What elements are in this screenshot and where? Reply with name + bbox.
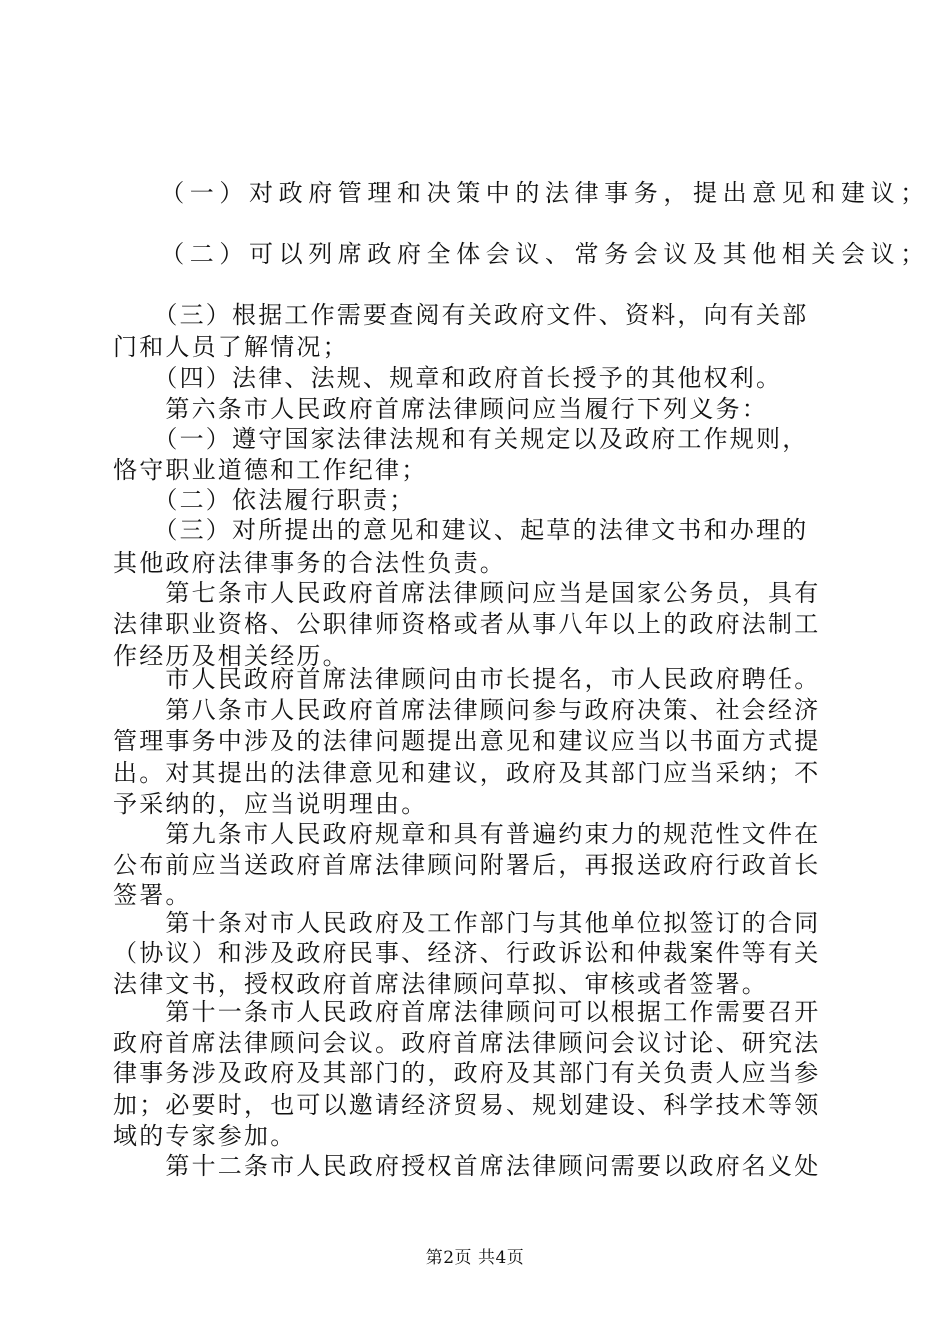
paragraph-line: 政府首席法律顾问会议。政府首席法律顾问会议讨论、研究法 [113, 1029, 821, 1057]
paragraph-line: （一）遵守国家法律法规和有关规定以及政府工作规则， [113, 425, 809, 453]
paragraph-line: 第十二条市人民政府授权首席法律顾问需要以政府名义处 [113, 1152, 821, 1180]
paragraph-line: 管理事务中涉及的法律问题提出意见和建议应当以书面方式提 [113, 727, 821, 755]
paragraph-line: 法律职业资格、公职律师资格或者从事八年以上的政府法制工 [113, 610, 821, 638]
paragraph-line: 律事务涉及政府及其部门的，政府及其部门有关负责人应当参 [113, 1059, 821, 1087]
paragraph-line: 第八条市人民政府首席法律顾问参与政府决策、社会经济 [113, 696, 821, 724]
paragraph-line: 第七条市人民政府首席法律顾问应当是国家公务员，具有 [113, 579, 821, 607]
paragraph-line: 市人民政府首席法律顾问由市长提名，市人民政府聘任。 [113, 665, 821, 693]
page-number-footer: 第2页 共4页 [425, 1248, 525, 1268]
paragraph-line: （二）可以列席政府全体会议、常务会议及其他相关会议； [113, 240, 930, 268]
paragraph-line: 法律文书，授权政府首席法律顾问草拟、审核或者签署。 [113, 970, 768, 998]
paragraph-line: 其他政府法律事务的合法性负责。 [113, 549, 506, 577]
paragraph-line: 域的专家参加。 [113, 1122, 297, 1150]
paragraph-line: 恪守职业道德和工作纪律； [113, 456, 428, 484]
paragraph-line: 第十条对市人民政府及工作部门与其他单位拟签订的合同 [113, 909, 821, 937]
paragraph-line: 公布前应当送政府首席法律顾问附署后，再报送政府行政首长 [113, 851, 821, 879]
paragraph-line: （三）对所提出的意见和建议、起草的法律文书和办理的 [113, 516, 809, 544]
paragraph-line: 签署。 [113, 881, 192, 909]
paragraph-line: （协议）和涉及政府民事、经济、行政诉讼和仲裁案件等有关 [113, 939, 821, 967]
paragraph-line: 第十一条市人民政府首席法律顾问可以根据工作需要召开 [113, 998, 821, 1026]
paragraph-line: （四）法律、法规、规章和政府首长授予的其他权利。 [113, 364, 783, 392]
paragraph-line: 门和人员了解情况； [113, 333, 349, 361]
paragraph-line: 第六条市人民政府首席法律顾问应当履行下列义务： [113, 395, 768, 423]
paragraph-line: （三）根据工作需要查阅有关政府文件、资料，向有关部 [113, 301, 809, 329]
paragraph-line: 第九条市人民政府规章和具有普遍约束力的规范性文件在 [113, 820, 821, 848]
paragraph-line: 加；必要时，也可以邀请经济贸易、规划建设、科学技术等领 [113, 1091, 821, 1119]
paragraph-line: 出。对其提出的法律意见和建议，政府及其部门应当采纳；不 [113, 759, 821, 787]
paragraph-line: 作经历及相关经历。 [113, 642, 349, 670]
paragraph-line: （二）依法履行职责； [113, 486, 416, 514]
paragraph-line: （一）对政府管理和决策中的法律事务，提出意见和建议； [113, 179, 930, 207]
paragraph-line: 予采纳的，应当说明理由。 [113, 790, 428, 818]
